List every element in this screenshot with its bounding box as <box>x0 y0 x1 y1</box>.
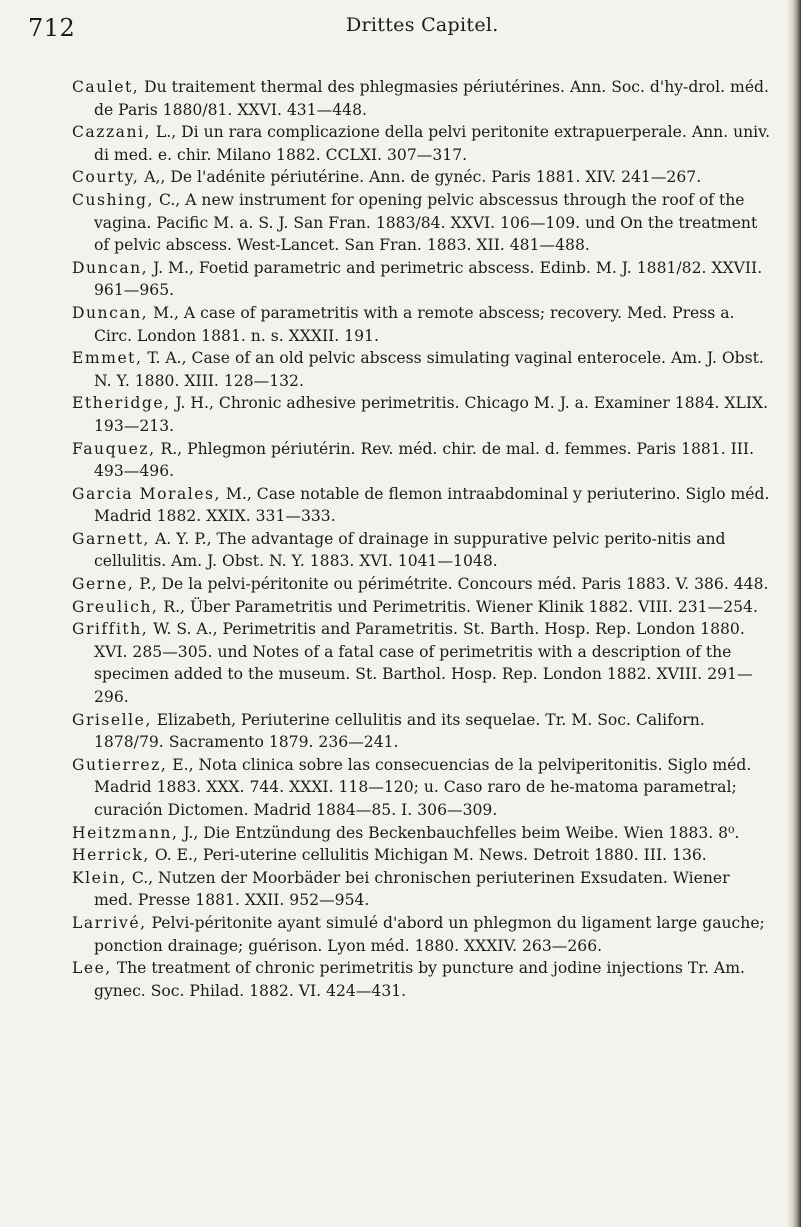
bib-author: Duncan, <box>72 303 149 322</box>
bib-text: C., A new instrument for opening pelvic abscessus through the roof of the vagina. Pacific M. a. S. J. San Fran. 1883/84. XXVI. 106—109. und On the treatment of pelvic abscess. West-Lancet. San Fran. 1883. XII. 481—488. <box>94 190 758 255</box>
bib-text: R., Über Parametritis und Perimetritis. Wiener Klinik 1882. VIII. 231—254. <box>158 597 758 616</box>
bib-author: Caulet, <box>72 78 140 96</box>
bib-author: Lee, <box>72 959 112 978</box>
bib-text: M., Case notable de flemon intraabdominal y periuterino. Siglo méd. Madrid 1882. XXIX. 331—333. <box>94 484 770 526</box>
bib-author: Cushing, <box>72 190 154 209</box>
bib-text: P., De la pelvi-péritonite ou périmétrite. Concours méd. Paris 1883. V. 386. 448. <box>134 575 769 594</box>
bib-author: Garnett, <box>72 529 150 548</box>
bib-author: Duncan, <box>72 258 149 277</box>
bib-entry <box>72 257 772 302</box>
bib-text: J., Die Entzündung des Beckenbauchfelles beim Weibe. Wien 1883. 8⁰. <box>178 823 740 842</box>
bib-entry <box>72 76 772 121</box>
bib-text: L., Di un rara complicazione della pelvi peritonite extrapuerperale. Ann. univ. di med. e. chir. Milano 1882. CCLXI. 307—317. <box>94 123 771 164</box>
bib-text: Pelvi-péritonite ayant simulé d'abord un phlegmon du ligament large gauche; ponction drainage; guérison. Lyon méd. 1880. XXXIV. 263—266. <box>94 913 765 955</box>
bib-author: Greulich, <box>72 597 159 616</box>
bib-author: Gerne, <box>72 575 135 594</box>
book-spine-shadow <box>787 0 801 1227</box>
bib-entry <box>72 392 772 437</box>
bib-entry <box>72 596 772 619</box>
bib-entry <box>72 573 772 596</box>
bib-text: A,, De l'adénite périutérine. Ann. de gynéc. Paris 1881. XIV. 241—267. <box>139 168 702 187</box>
bib-text: The treatment of chronic perimetritis by puncture and jodine injections Tr. Am. gynec. Soc. Philad. 1882. VI. 424—431. <box>94 959 745 1000</box>
bib-entry <box>72 438 772 483</box>
bib-author: Heitzmann, <box>72 823 179 842</box>
bib-entry <box>72 347 772 392</box>
bib-text: O. E., Peri-uterine cellulitis Michigan M. News. Detroit 1880. III. 136. <box>149 846 707 865</box>
bib-author: Emmet, <box>72 349 143 368</box>
bibliography-list <box>72 76 772 1002</box>
bib-author: Gutierrez, <box>72 755 168 774</box>
bib-text: Du traitement thermal des phlegmasies périutérines. Ann. Soc. d'hy-drol. méd. de Paris 1880/81. XXVI. 431—448. <box>94 78 769 119</box>
bib-text: C., Nutzen der Moorbäder bei chronischen periuterinen Exsudaten. Wiener med. Presse 1881. XXII. 952—954. <box>94 868 730 910</box>
running-head: Drittes Capitel. <box>346 14 499 36</box>
bib-author: Klein, <box>72 868 127 887</box>
bib-text: R., Phlegmon périutérin. Rev. méd. chir. de mal. d. femmes. Paris 1881. III. 493—496. <box>94 439 755 481</box>
bib-text: E., Nota clinica sobre las consecuencias de la pelviperitonitis. Siglo méd. Madrid 1883. XXX. 744. XXXI. 118—120; u. Caso raro de he-matoma parametral; curación Dictomen. Madrid 1884—85. I. 306—309. <box>94 755 752 819</box>
bib-author: Garcia Morales, <box>72 484 221 503</box>
bib-author: Griffith, <box>72 620 149 639</box>
bib-author: Fauquez, <box>72 439 156 458</box>
bib-entry <box>72 166 772 189</box>
bib-entry <box>72 867 772 912</box>
bib-text: J. H., Chronic adhesive perimetritis. Chicago M. J. a. Examiner 1884. XLIX. 193—213. <box>94 394 769 435</box>
bib-entry <box>72 844 772 867</box>
bib-entry <box>72 957 772 1002</box>
bib-entry <box>72 302 772 347</box>
bib-author: Etheridge, <box>72 394 171 413</box>
bib-entry <box>72 483 772 528</box>
bib-entry <box>72 822 772 845</box>
bib-entry <box>72 709 772 754</box>
bib-entry <box>72 754 772 822</box>
bib-entry <box>72 189 772 257</box>
bib-text: A. Y. P., The advantage of drainage in suppurative pelvic perito-nitis and cellulitis. Am. J. Obst. N. Y. 1883. XVI. 1041—1048. <box>94 529 726 571</box>
bib-entry <box>72 528 772 573</box>
page-header <box>28 14 768 50</box>
bib-text: M., A case of parametritis with a remote abscess; recovery. Med. Press a. Circ. London 1881. n. s. XXXII. 191. <box>94 303 735 345</box>
bib-entry <box>72 121 772 166</box>
page-number: 712 <box>28 14 76 42</box>
bib-text: J. M., Foetid parametric and perimetric abscess. Edinb. M. J. 1881/82. XXVII. 961—965. <box>94 258 763 300</box>
bib-text: W. S. A., Perimetritis and Parametritis. St. Barth. Hosp. Rep. London 1880. XVI. 285—305. und Notes of a fatal case of perimetritis with a description of the specimen added to the museum. St. Barthol. Hosp. Rep. London 1882. XVIII. 291—296. <box>94 620 753 707</box>
bib-entry <box>72 912 772 957</box>
bib-author: Herrick, <box>72 846 150 865</box>
bib-text: Elizabeth, Periuterine cellulitis and its sequelae. Tr. M. Soc. Californ. 1878/79. Sacramento 1879. 236—241. <box>94 710 705 752</box>
bib-author: Griselle, <box>72 710 152 729</box>
bib-text: T. A., Case of an old pelvic abscess simulating vaginal enterocele. Am. J. Obst. N. Y. 1880. XIII. 128—132. <box>94 349 764 390</box>
bib-author: Courty, <box>72 168 140 187</box>
bib-entry <box>72 618 772 708</box>
bib-author: Larrivé, <box>72 913 147 932</box>
bib-author: Cazzani, <box>72 123 151 142</box>
